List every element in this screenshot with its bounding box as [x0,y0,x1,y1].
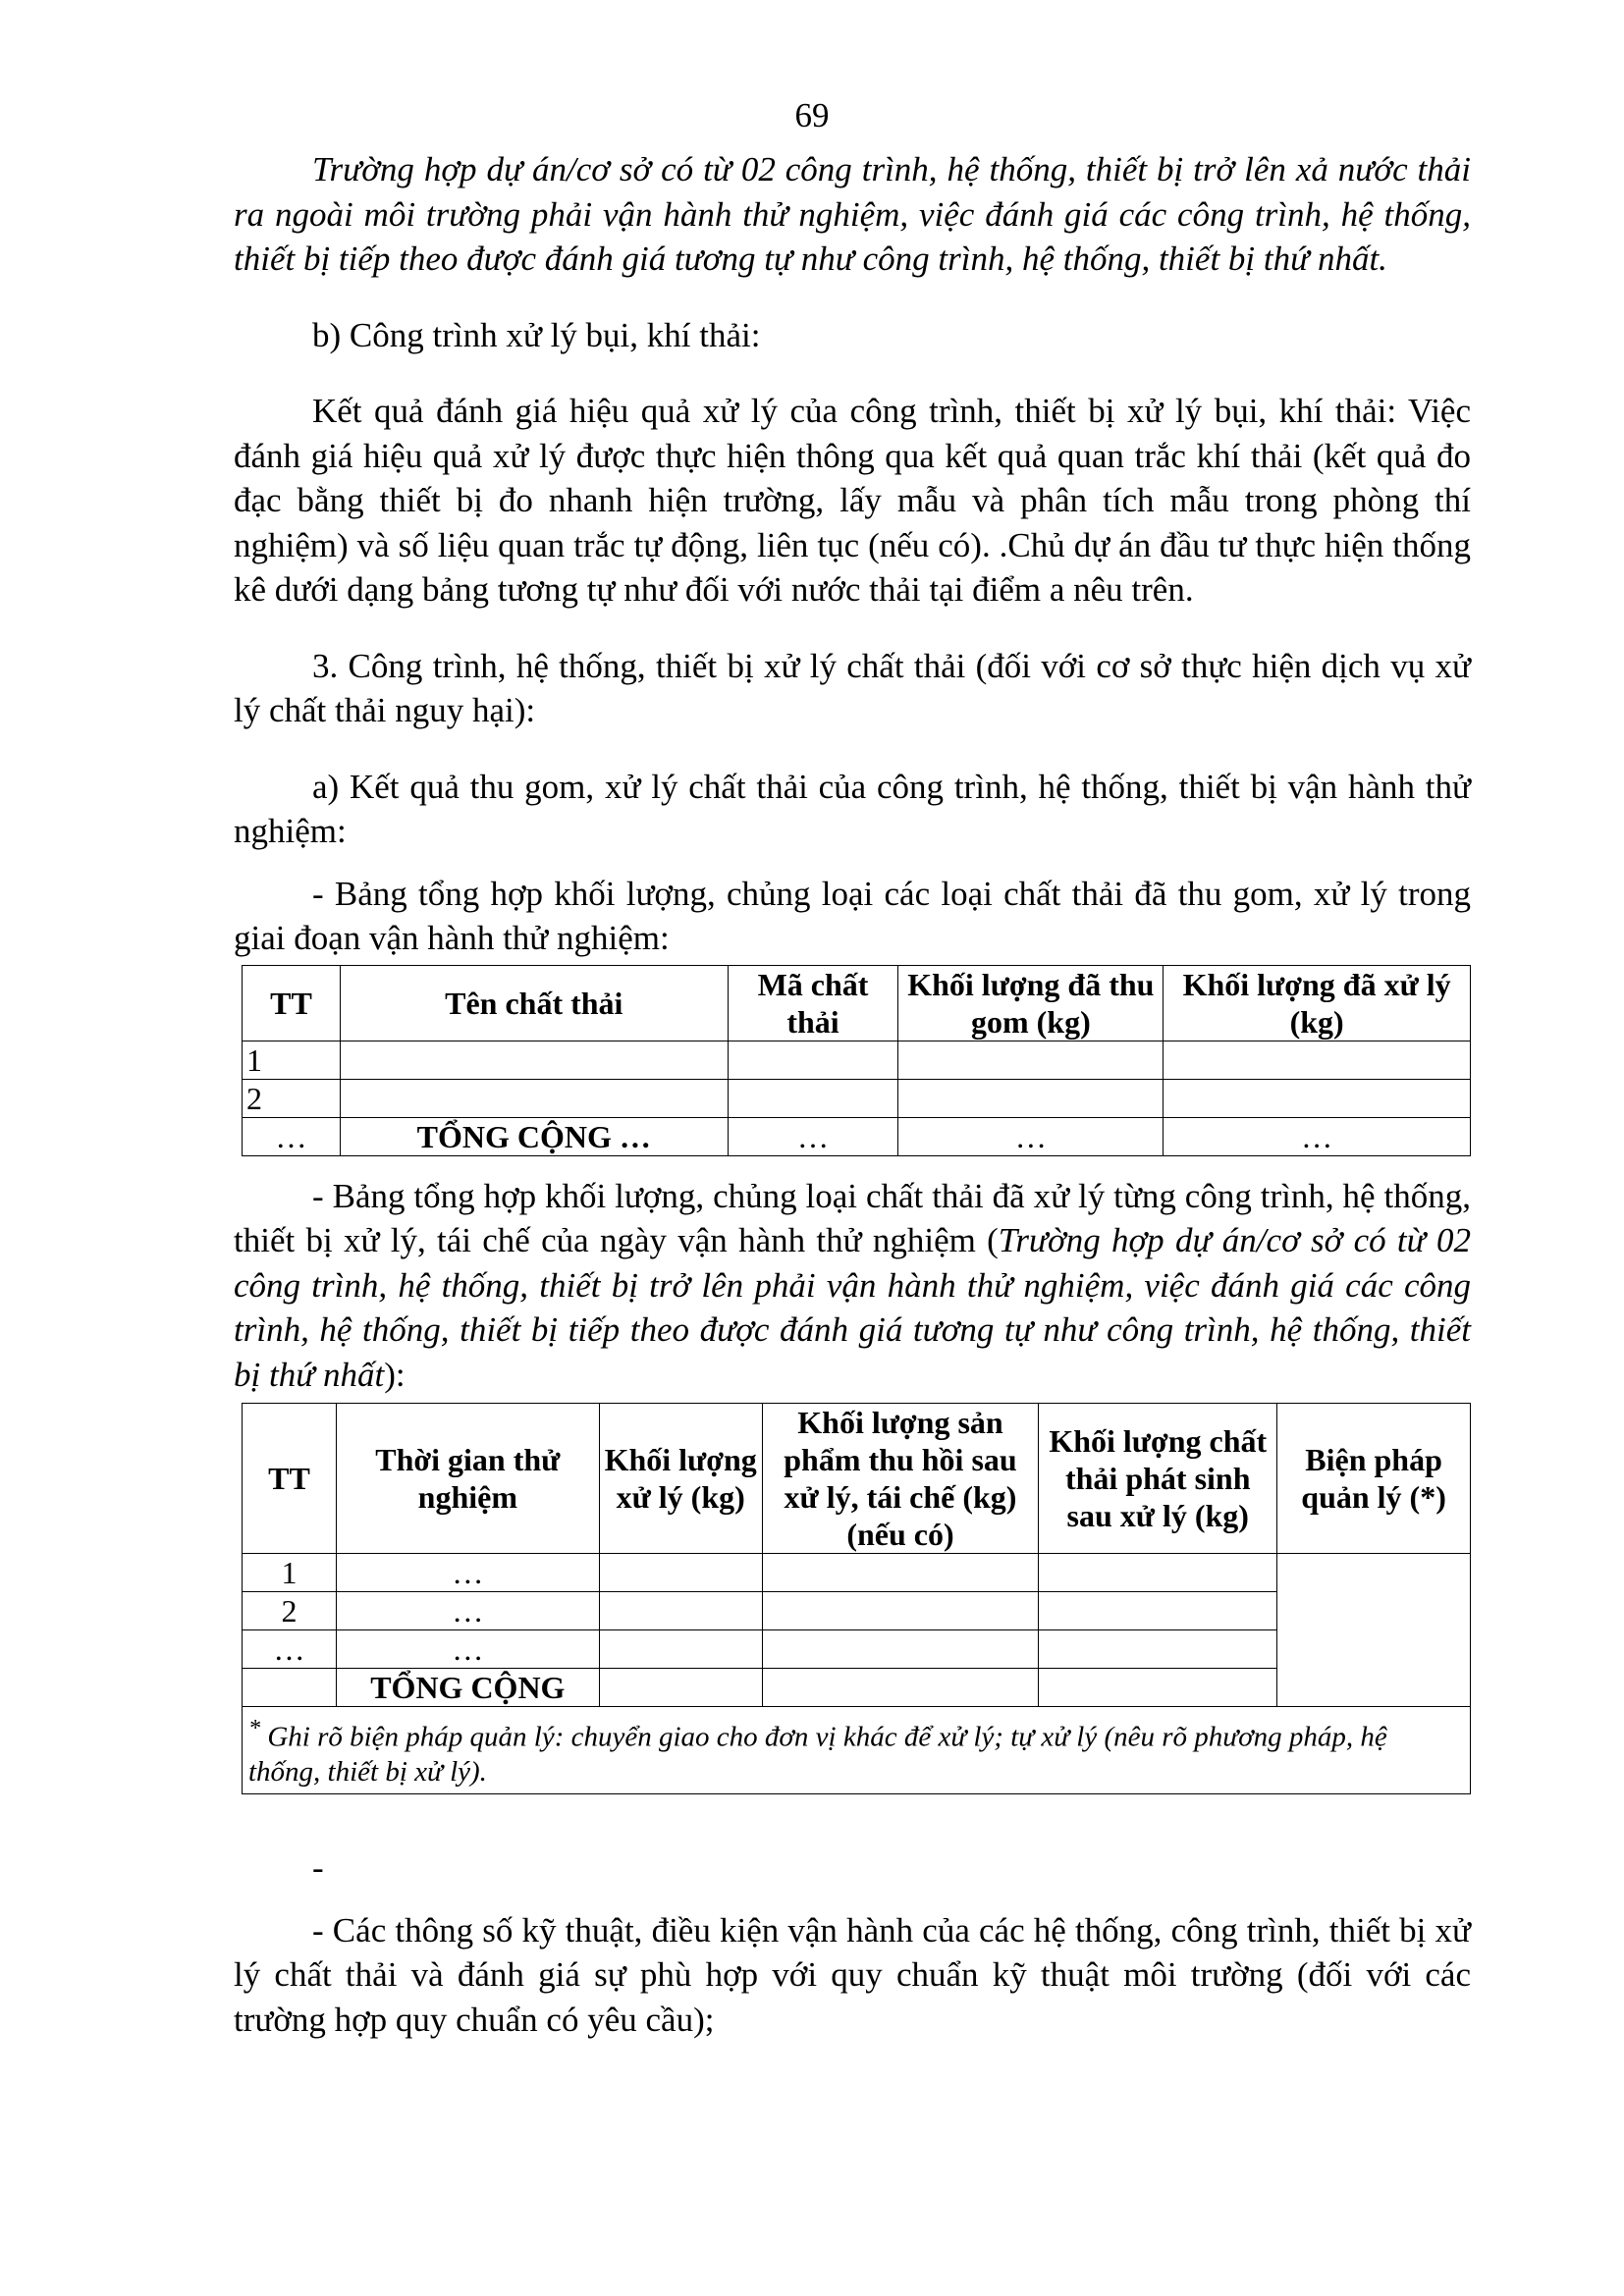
table-cell [340,1079,728,1117]
header-cell: Khối lượng chất thải phát sinh sau xử lý (kg) [1039,1404,1277,1554]
header-cell: TT [243,1404,337,1554]
header-cell: Khối lượng sản phẩm thu hồi sau xử lý, tái chế (kg) (nếu có) [762,1404,1039,1554]
table-cell [1039,1554,1277,1592]
table-cell [1039,1592,1277,1630]
table-cell [1039,1630,1277,1669]
table-note [243,1707,1471,1794]
table-cell [1164,1041,1471,1079]
table-cell [340,1041,728,1079]
table-cell: 1 [243,1041,341,1079]
table-cell [762,1554,1039,1592]
table-cell: … [243,1117,341,1155]
management-measure-cell [1277,1554,1471,1707]
note-text: Ghi rõ biện pháp quản lý: chuyển giao cho đơn vị khác để xử lý; tự xử lý (nêu rõ phương pháp, hệ thống, thiết bị xử lý). [248,1721,1387,1788]
text-normal: - Bảng tổng hợp khối lượng, chủng loại chất thải đã xử lý từng công trình, hệ thống, thiết bị xử lý, tái chế của ngày vận hành thử nghiệm ( [234,1176,1471,1259]
table-cell [599,1554,762,1592]
table-cell [898,1041,1164,1079]
total-label: TỔNG CỘNG [336,1669,599,1707]
header-cell: Mã chất thải [728,965,898,1041]
table-cell [728,1041,898,1079]
section-heading-dust-emission: b) Công trình xử lý bụi, khí thải: [312,315,761,354]
table-cell: … [1164,1117,1471,1155]
paragraph-table2-intro [234,1174,1471,1398]
table-cell [898,1079,1164,1117]
waste-collection-table [242,965,1471,1156]
table-cell [762,1592,1039,1630]
section-heading-collection-results: a) Kết quả thu gom, xử lý chất thải của công trình, hệ thống, thiết bị vận hành thử nghiệm: [234,767,1471,850]
table-cell: … [243,1630,337,1669]
paragraph-table1-intro: - Bảng tổng hợp khối lượng, chủng loại các loại chất thải đã thu gom, xử lý trong giai đoạn vận hành thử nghiệm: [234,874,1471,957]
stray-dash: - [312,1847,324,1887]
table-cell: … [898,1117,1164,1155]
table-row [243,1554,1471,1592]
table-header-row [243,1404,1471,1554]
header-cell: Khối lượng xử lý (kg) [599,1404,762,1554]
header-cell: Biện pháp quản lý (*) [1277,1404,1471,1554]
paragraph-multi-system-note: Trường hợp dự án/cơ sở có từ 02 công trình, hệ thống, thiết bị trở lên xả nước thải ra ngoài môi trường phải vận hành thử nghiệm, việc đánh giá các công trình, hệ thống, thiết bị tiếp theo được đánh giá tương tự như công trình, hệ thống, thiết bị thứ nhất. [234,150,1471,278]
paragraph-emission-evaluation: Kết quả đánh giá hiệu quả xử lý của công trình, thiết bị xử lý bụi, khí thải: Việc đánh giá hiệu quả xử lý được thực hiện thông qua kết quả quan trắc khí thải (kết quả đo đạc bằng thiết bị đo nhanh hiện trường, lấy mẫu và phân tích mẫu trong phòng thí nghiệm) và số liệu quan trắc tự động, liên tục (nếu có). .Chủ dự án đầu tư thực hiện thống kê dưới dạng bảng tương tự như đối với nước thải tại điểm a nêu trên. [234,392,1471,609]
page-number: 69 [794,96,830,134]
table-cell [599,1592,762,1630]
waste-treatment-table [242,1403,1471,1794]
header-cell: Tên chất thải [340,965,728,1041]
table-note-row [243,1707,1471,1794]
text-normal-end: ): [384,1355,406,1394]
table-cell [599,1630,762,1669]
table-cell: 2 [243,1592,337,1630]
table-cell [762,1630,1039,1669]
table-header-row [243,965,1471,1041]
table-cell [1039,1669,1277,1707]
text-italic: Trường hợp dự án/cơ sở có từ 02 công trình, hệ thống, thiết bị trở lên phải vận hành thử nghiệm, việc đánh giá các công trình, hệ thống, thiết bị tiếp theo được đánh giá tương tự như công trình, hệ thống, thiết bị thứ nhất [234,1221,1472,1394]
table-cell [599,1669,762,1707]
table-cell [762,1669,1039,1707]
header-cell: TT [243,965,341,1041]
table-cell: 2 [243,1079,341,1117]
total-label: TỔNG CỘNG … [340,1117,728,1155]
note-mark: * [248,1715,261,1741]
table-cell: 1 [243,1554,337,1592]
table-row [243,1079,1471,1117]
header-cell: Thời gian thử nghiệm [336,1404,599,1554]
page-content [234,147,1471,2042]
paragraph-technical-parameters: - Các thông số kỹ thuật, điều kiện vận hành của các hệ thống, công trình, thiết bị xử lý chất thải và đánh giá sự phù hợp với quy chuẩn kỹ thuật môi trường (đối với các trường hợp quy chuẩn có yêu cầu); [234,1910,1471,2039]
table-cell [243,1669,337,1707]
section-heading-waste-treatment: 3. Công trình, hệ thống, thiết bị xử lý chất thải (đối với cơ sở thực hiện dịch vụ xử lý chất thải nguy hại): [234,646,1471,729]
header-cell: Khối lượng đã thu gom (kg) [898,965,1164,1041]
header-cell: Khối lượng đã xử lý (kg) [1164,965,1471,1041]
table-cell: … [336,1554,599,1592]
table-row [243,1041,1471,1079]
table-cell: … [336,1592,599,1630]
table-cell: … [336,1630,599,1669]
table-total-row [243,1117,1471,1155]
table-cell [1164,1079,1471,1117]
table-cell: … [728,1117,898,1155]
table-cell [728,1079,898,1117]
